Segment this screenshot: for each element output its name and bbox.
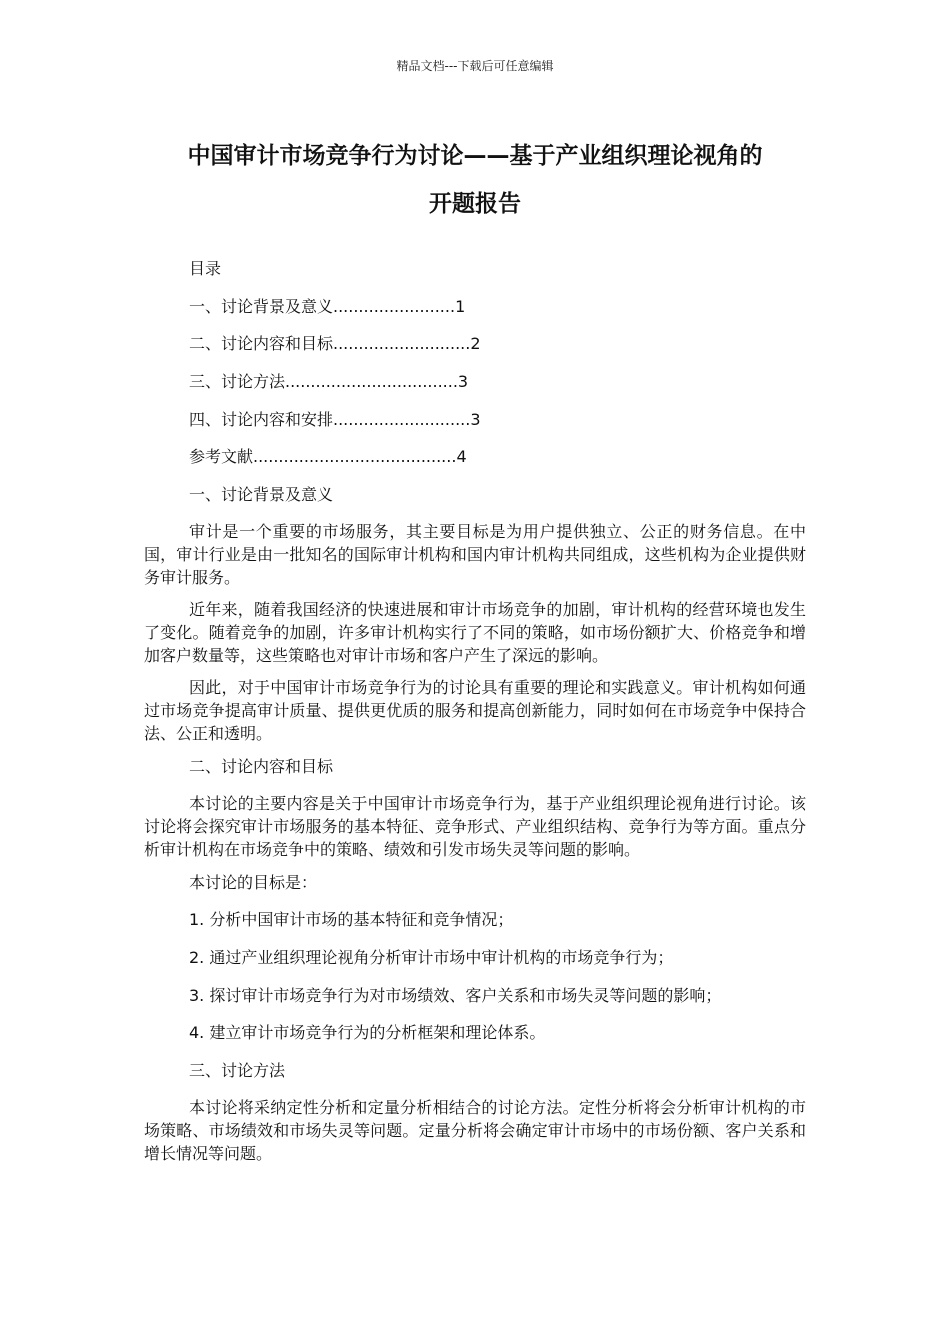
body-paragraph: 近年来，随着我国经济的快速进展和审计市场竞争的加剧，审计机构的经营环境也发生了变化。随着竞争的加剧，许多审计机构实行了不同的策略，如市场份额扩大、价格竞争和增加客户数量等，这些策略也对审计市场和客户产生了深远的影响。 [144, 599, 806, 665]
document-title [100, 132, 850, 228]
toc-heading: 目录 [189, 259, 222, 278]
toc-item[interactable]: 一、讨论背景及意义........................1 [189, 296, 466, 316]
body-paragraph: 本讨论的主要内容是关于中国审计市场竞争行为，基于产业组织理论视角进行讨论。该讨论将会探究审计市场服务的基本特征、竞争形式、产业组织结构、竞争行为等方面。重点分析审计机构在市场竞争中的策略、绩效和引发市场失灵等问题的影响。 [144, 793, 806, 859]
document-body [144, 256, 806, 1174]
toc-item[interactable]: 二、讨论内容和目标...........................2 [189, 334, 481, 354]
toc-item[interactable]: 参考文献........................................4 [189, 447, 467, 467]
section-heading: 一、讨论背景及意义 [189, 485, 334, 505]
title-line-1: 中国审计市场竞争行为讨论——基于产业组织理论视角的 [187, 143, 763, 169]
section-heading: 三、讨论方法 [189, 1060, 286, 1080]
body-paragraph: 审计是一个重要的市场服务，其主要目标是为用户提供独立、公正的财务信息。在中国，审计行业是由一批知名的国际审计机构和国内审计机构共同组成，这些机构为企业提供财务审计服务。 [144, 521, 806, 587]
toc-item[interactable]: 三、讨论方法..................................3 [189, 372, 469, 392]
goal-item: 2. 通过产业组织理论视角分析审计市场中审计机构的市场竞争行为； [189, 947, 674, 967]
page-header-note: 精品文档---下载后可任意编辑 [396, 59, 554, 73]
body-paragraph: 因此，对于中国审计市场竞争行为的讨论具有重要的理论和实践意义。审计机构如何通过市场竞争提高审计质量、提供更优质的服务和提高创新能力，同时如何在市场竞争中保持合法、公正和透明。 [144, 677, 806, 743]
goal-item: 4. 建立审计市场竞争行为的分析框架和理论体系。 [189, 1023, 546, 1043]
toc-item[interactable]: 四、讨论内容和安排...........................3 [189, 409, 481, 429]
goal-item: 3. 探讨审计市场竞争行为对市场绩效、客户关系和市场失灵等问题的影响； [189, 985, 722, 1005]
section-heading: 二、讨论内容和目标 [189, 756, 334, 776]
title-line-2: 开题报告 [429, 191, 521, 217]
body-paragraph: 本讨论将采纳定性分析和定量分析相结合的讨论方法。定性分析将会分析审计机构的市场策略、市场绩效和市场失灵等问题。定量分析将会确定审计市场中的市场份额、客户关系和增长情况等问题。 [144, 1097, 806, 1163]
goal-item: 1. 分析中国审计市场的基本特征和竞争情况； [189, 910, 514, 930]
goals-intro: 本讨论的目标是： [189, 872, 318, 892]
